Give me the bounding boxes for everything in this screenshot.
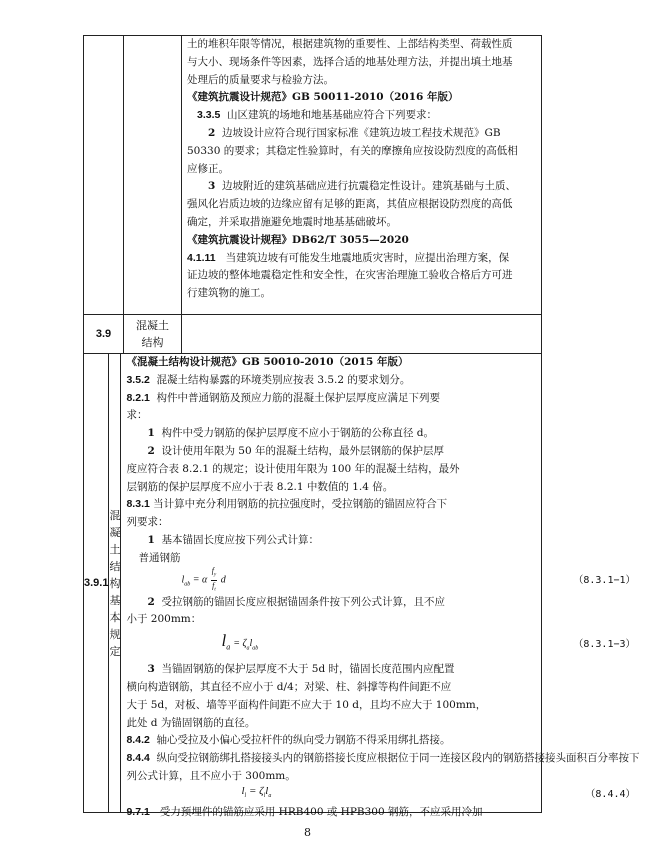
clause-text: 纵向受拉钢筋绑扎搭接接头内的钢筋搭接长度应根据位于同一连接区段内的钢筋搭接接头面积百分率按下 xyxy=(156,752,640,765)
item-number: 3 xyxy=(208,180,216,193)
clause-text: 构件中普通钢筋及预应力筋的混凝土保护层厚度应满足下列要 xyxy=(156,391,441,404)
clause xyxy=(187,107,536,125)
eq-subscript: ab xyxy=(184,581,191,588)
row-name-line: 基本规定 xyxy=(109,593,121,658)
clause xyxy=(126,804,639,822)
clause-number: 8.2.1 xyxy=(126,391,150,404)
eq-subscript: t xyxy=(214,587,216,593)
clause xyxy=(126,390,639,408)
standard-title: 《混凝土结构设计规范》GB 50010-2010（2015 年版） xyxy=(126,356,409,368)
row-name-line: 混凝土 xyxy=(109,508,121,556)
clause-number: 3.5.2 xyxy=(126,373,150,386)
standard-title: 《建筑抗震设计规程》DB62/T 3055—2020 xyxy=(187,233,409,246)
eq-symbol: = α xyxy=(192,574,208,586)
eq-subscript: a xyxy=(246,645,250,652)
clause-text: 山区建筑的场地和地基基础应符合下列要求： xyxy=(227,109,438,122)
text-line: 层钢筋的保护层厚度不应小于表 8.2.1 中数值的 1.4 倍。 xyxy=(126,480,394,493)
text-line: 强风化岩质边坡的边缘应留有足够的距离，其值应根据设防烈度的高低 xyxy=(187,198,513,211)
text-line: 度应符合表 8.2.1 的规定；设计使用年限为 100 年的混凝土结构，最外 xyxy=(126,462,460,475)
row-name-line: 混凝土 xyxy=(136,319,169,332)
item-number: 1 xyxy=(147,427,155,440)
eq-symbol: l xyxy=(181,574,185,586)
eq-symbol: l xyxy=(265,785,269,798)
eq-symbol: l xyxy=(249,638,253,650)
text-line: 应修正。 xyxy=(187,162,229,175)
equation-number: （8.4.4） xyxy=(585,788,636,800)
row-name xyxy=(124,315,182,353)
row-name-line: 结构 xyxy=(109,559,121,590)
item-text: 边坡附近的建筑基础应进行抗震稳定性设计。建筑基础与土质、 xyxy=(222,180,516,193)
eq-subscript: a xyxy=(268,793,272,800)
text-line: 处理后的质量要求与检验方法。 xyxy=(187,73,334,86)
text-line: 行建筑物的施工。 xyxy=(187,287,271,300)
item-text: 受拉钢筋的锚固长度应根据锚固条件按下列公式计算，且不应 xyxy=(161,595,445,608)
clause-item xyxy=(187,125,536,143)
eq-symbol: = ζ xyxy=(248,785,264,798)
equation-8-3-1-1 xyxy=(126,568,639,594)
clause-number: 8.4.2 xyxy=(126,734,150,747)
eq-symbol: = ζ xyxy=(233,638,247,650)
clause-number: 8.3.1 xyxy=(126,498,150,511)
clause-text: 当计算中充分利用钢筋的抗拉强度时，受拉钢筋的锚固应符合下 xyxy=(153,498,448,511)
clause-item xyxy=(187,178,536,196)
text-line: 横向构造钢筋，其直径不应小于 d/4；对梁、柱、斜撑等构件间距不应 xyxy=(126,680,452,693)
text-line: 求： xyxy=(126,409,148,422)
clause-number: 9.7.1 xyxy=(126,805,150,818)
clause-number: 4.1.11 xyxy=(187,251,216,264)
text-line: 大于 5d，对板、墙等平面构件间距不应大于 10 d，且均不应大于 100mm， xyxy=(126,698,487,711)
clause-text: 轴心受拉及小偏心受拉杆件的纵向受力钢筋不得采用绑扎搭接。 xyxy=(156,734,451,747)
eq-subscript: l xyxy=(244,793,247,800)
item-number: 3 xyxy=(147,663,155,676)
clause xyxy=(126,496,639,514)
row-id: 3.9 xyxy=(84,315,124,353)
steel-label: 普通钢筋 xyxy=(138,551,181,564)
eq-subscript: ab xyxy=(252,645,259,652)
standard-title: 《建筑抗震设计规范》GB 50011-2010（2016 年版） xyxy=(187,91,459,104)
item-number: 2 xyxy=(147,595,155,608)
eq-subscript: y xyxy=(213,573,217,579)
eq-symbol: f xyxy=(211,566,214,576)
clause-item xyxy=(126,661,639,679)
eq-subscript: l xyxy=(263,793,266,800)
item-number: 2 xyxy=(208,126,216,139)
clause-item xyxy=(126,443,639,461)
eq-subscript: a xyxy=(226,642,231,652)
item-number: 2 xyxy=(147,444,155,457)
item-text: 当锚固钢筋的保护层厚度不大于 5d 时，锚固长度范围内应配置 xyxy=(161,663,455,676)
table-row xyxy=(84,36,541,314)
text-line: 土的堆积年限等情况，根据建筑物的重要性、上部结构类型、荷载性质 xyxy=(187,38,513,50)
text-line: 列公式计算，且不应小于 300mm。 xyxy=(126,769,296,782)
row-name-line: 结构 xyxy=(141,336,164,349)
row-name-cell xyxy=(124,36,182,314)
item-text: 基本锚固长度应按下列公式计算： xyxy=(161,533,319,546)
clause-text: 当建筑边坡有可能发生地震地质灾害时，应提出治理方案，保 xyxy=(225,251,510,264)
clause xyxy=(187,250,536,268)
table-row xyxy=(84,314,541,353)
clause-item xyxy=(126,425,639,443)
text-line: 与大小、现场条件等因素，选择合适的地基处理方法，并提出填土地基 xyxy=(187,55,513,68)
eq-symbol: l xyxy=(221,631,227,651)
row-name xyxy=(109,354,121,812)
clause-text: 混凝土结构暴露的环境类别应按表 3.5.2 的要求划分。 xyxy=(156,373,411,386)
page-number: 8 xyxy=(304,826,311,839)
item-text: 边坡设计应符合现行国家标准《建筑边坡工程技术规范》GB xyxy=(222,126,501,139)
text-line: 列要求： xyxy=(126,516,169,529)
clause-item xyxy=(126,594,639,612)
row-id-cell xyxy=(84,36,124,314)
clause xyxy=(126,372,639,390)
text-line: 确定，并采取措施避免地震时地基基础破坏。 xyxy=(187,215,397,228)
clause-number: 3.3.5 xyxy=(197,109,221,122)
item-text: 构件中受力钢筋的保护层厚度不应小于钢筋的公称直径 d。 xyxy=(161,427,435,440)
clause xyxy=(126,750,639,768)
equation-number: （8.3.1−3） xyxy=(573,639,636,651)
clause-number: 8.4.4 xyxy=(126,752,150,765)
equation-number: （8.3.1−1） xyxy=(573,574,636,586)
eq-fraction xyxy=(211,566,217,594)
item-text: 设计使用年限为 50 年的混凝土结构，最外层钢筋的保护层厚 xyxy=(161,444,445,457)
text-line: 50330 的要求；其稳定性验算时，有关的摩擦角应按设防烈度的高低相 xyxy=(187,144,518,157)
clause-item xyxy=(126,532,639,550)
item-number: 1 xyxy=(147,533,155,546)
clause-text: 受力预埋件的锚筋应采用 HRB400 或 HPB300 钢筋，不应采用冷加 xyxy=(159,805,483,818)
standards-table xyxy=(83,35,640,818)
equation-8-3-1-3 xyxy=(126,629,639,661)
eq-symbol: d xyxy=(220,574,226,586)
table-row xyxy=(84,353,640,818)
text-line: 小于 200mm： xyxy=(126,613,202,626)
row-id: 3.9.1 xyxy=(84,354,109,812)
eq-symbol: f xyxy=(212,581,215,591)
row-content-cell xyxy=(182,315,541,353)
eq-symbol: l xyxy=(241,785,245,798)
text-line: 此处 d 为锚固钢筋的直径。 xyxy=(126,716,256,729)
clause xyxy=(126,732,639,750)
text-line: 证边坡的整体地震稳定性和安全性，在灾害治理施工验收合格后方可进 xyxy=(187,269,513,282)
equation-8-4-4 xyxy=(126,786,639,804)
row-content-cell xyxy=(182,36,541,314)
row-content-cell xyxy=(121,354,644,818)
